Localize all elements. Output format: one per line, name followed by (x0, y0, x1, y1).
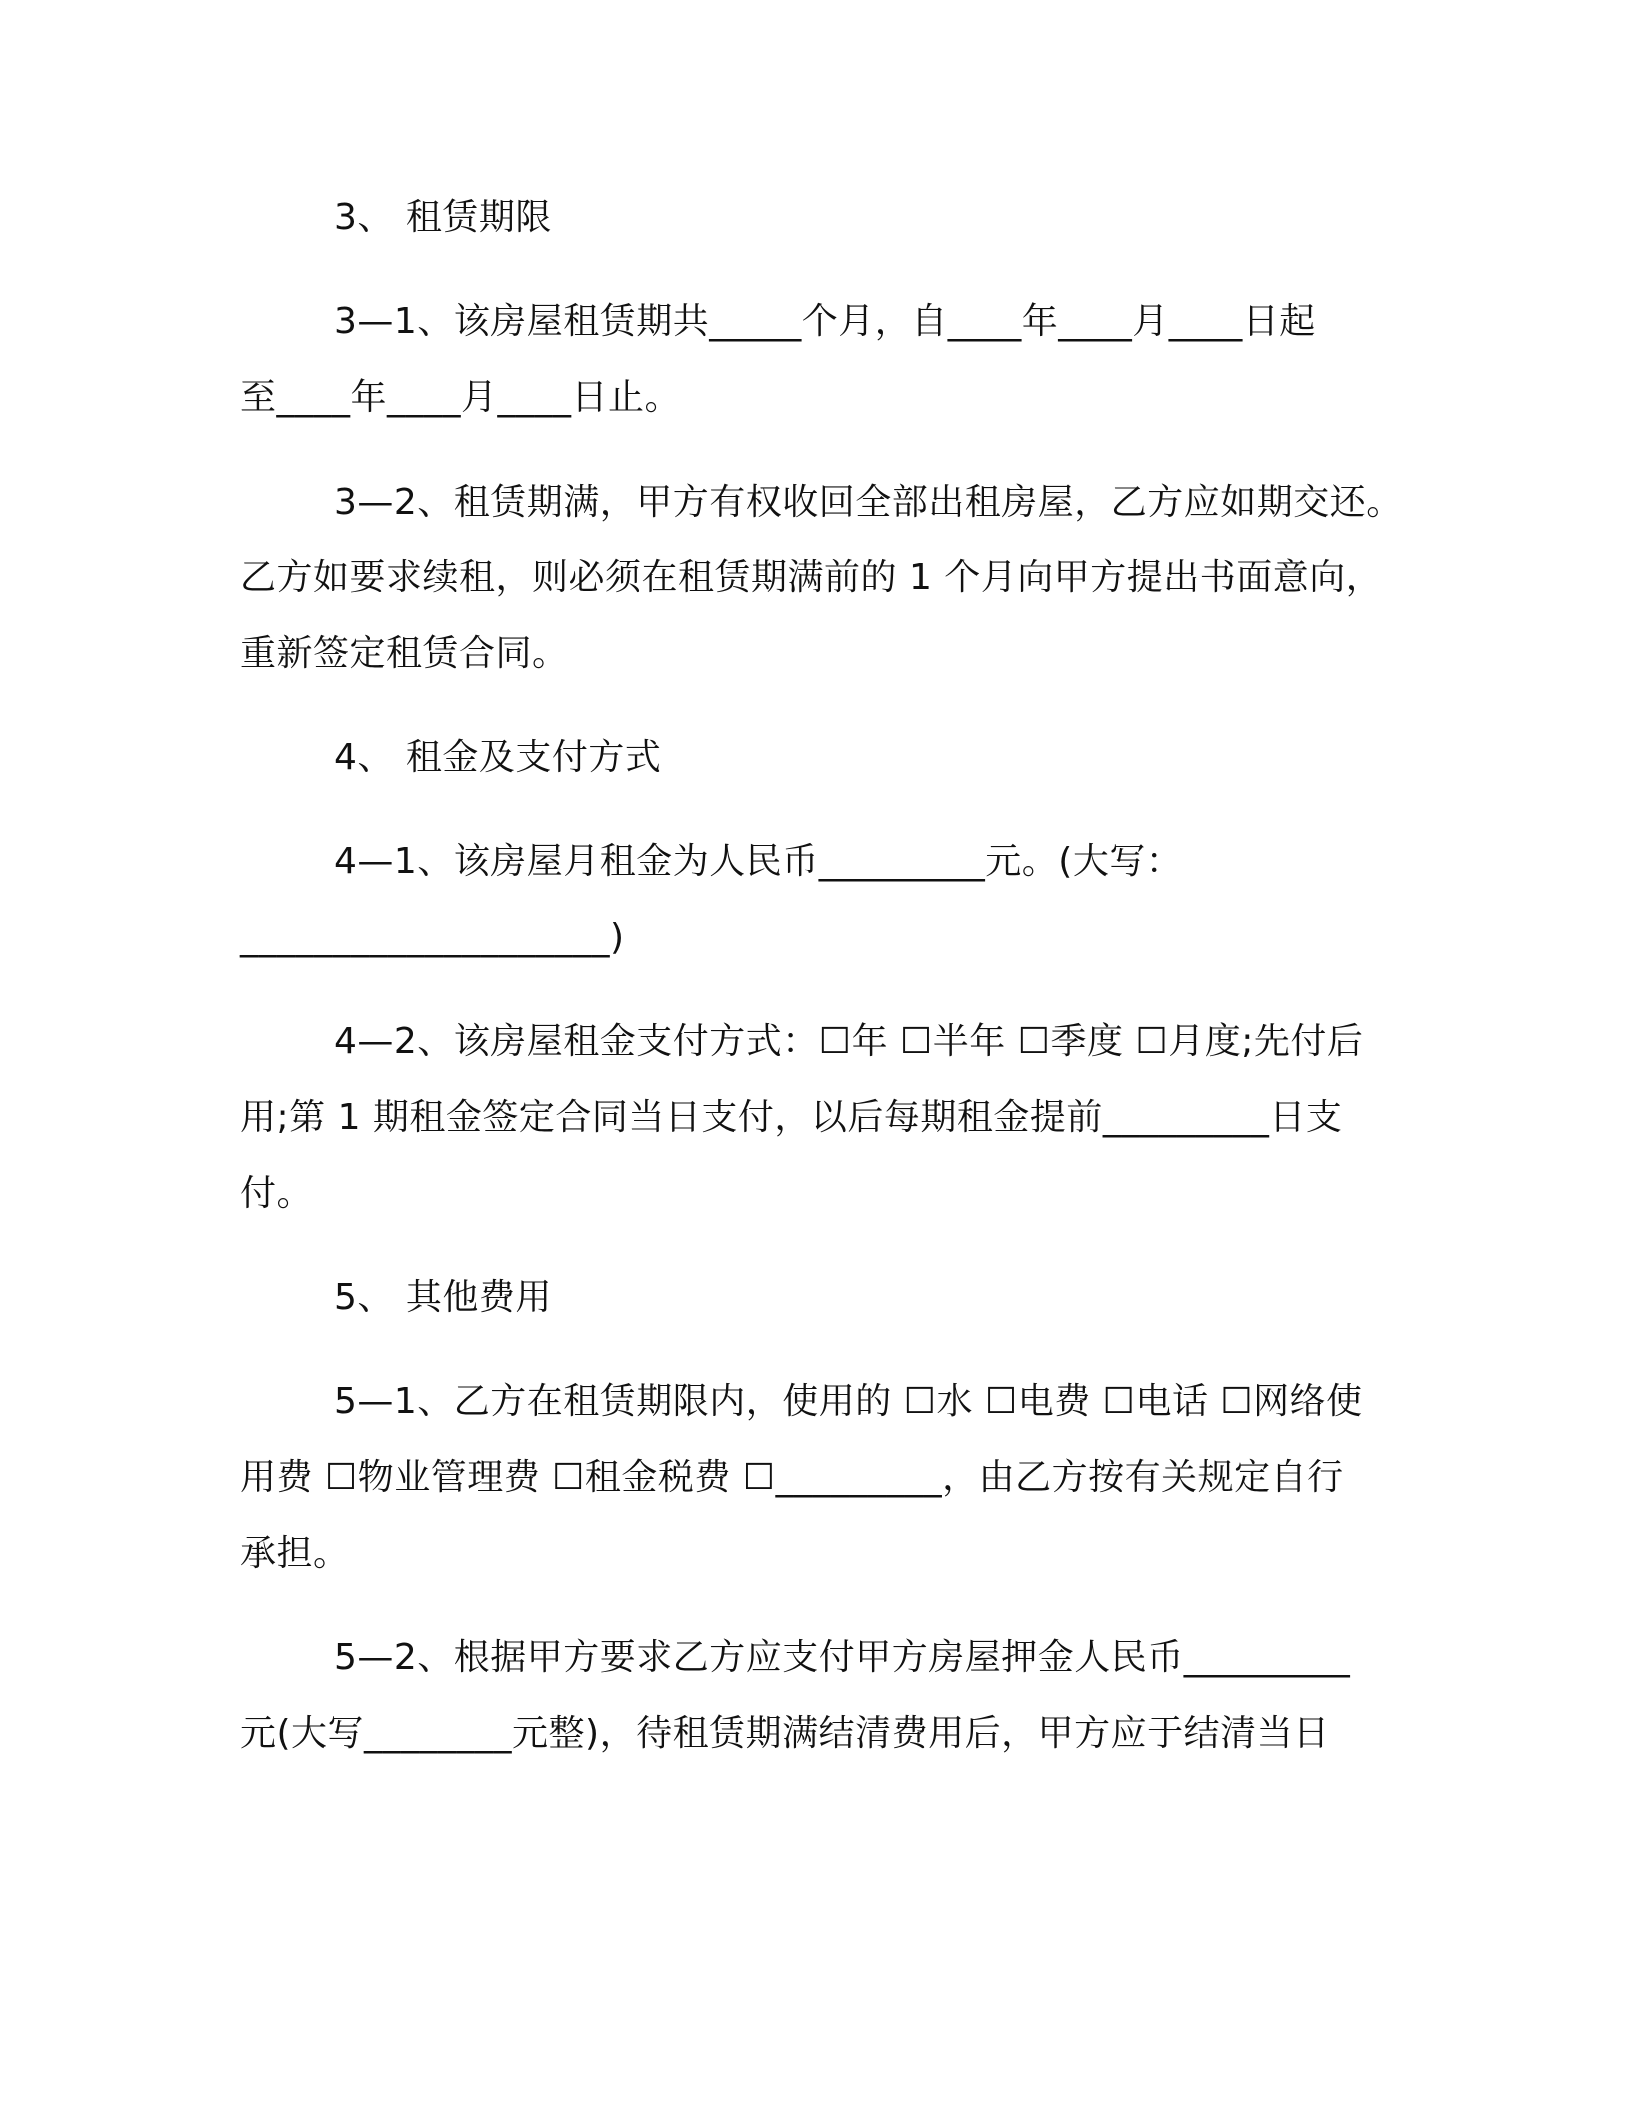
paragraph-4-2-line-2: 用;第 1 期租金签定合同当日支付，以后每期租金提前_________日支 (240, 1097, 1343, 1138)
paragraph-5-2-line-2: 元(大写________元整)，待租赁期满结清费用后，甲方应于结清当日 (240, 1713, 1330, 1754)
paragraph-5-2-line-1: 5—2、根据甲方要求乙方应支付甲方房屋押金人民币_________ (334, 1637, 1351, 1678)
section-heading-4: 4、 租金及支付方式 (334, 737, 662, 778)
section-heading-5: 5、 其他费用 (334, 1277, 552, 1318)
paragraph-5-1-line-2: 用费 ☐物业管理费 ☐租金税费 ☐_________，由乙方按有关规定自行 (240, 1457, 1344, 1498)
paragraph-3-2-line-1: 3—2、租赁期满，甲方有权收回全部出租房屋，乙方应如期交还。 (334, 482, 1403, 523)
paragraph-3-1-line-2: 至____年____月____日止。 (240, 377, 682, 418)
paragraph-4-2-line-1: 4—2、该房屋租金支付方式：☐年 ☐半年 ☐季度 ☐月度;先付后 (334, 1021, 1364, 1062)
paragraph-3-2-line-2: 乙方如要求续租，则必须在租赁期满前的 1 个月向甲方提出书面意向， (240, 557, 1383, 598)
paragraph-5-1-line-3: 承担。 (240, 1533, 350, 1574)
paragraph-4-1-line-2: ____________________) (240, 917, 625, 958)
paragraph-4-2-line-3: 付。 (240, 1173, 314, 1214)
paragraph-4-1-line-1: 4—1、该房屋月租金为人民币_________元。(大写： (334, 841, 1183, 882)
paragraph-3-1-line-1: 3—1、该房屋租赁期共_____个月，自____年____月____日起 (334, 301, 1316, 342)
paragraph-3-2-line-3: 重新签定租赁合同。 (240, 633, 569, 674)
paragraph-5-1-line-1: 5—1、乙方在租赁期限内，使用的 ☐水 ☐电费 ☐电话 ☐网络使 (334, 1381, 1363, 1422)
section-heading-3: 3、 租赁期限 (334, 197, 552, 238)
